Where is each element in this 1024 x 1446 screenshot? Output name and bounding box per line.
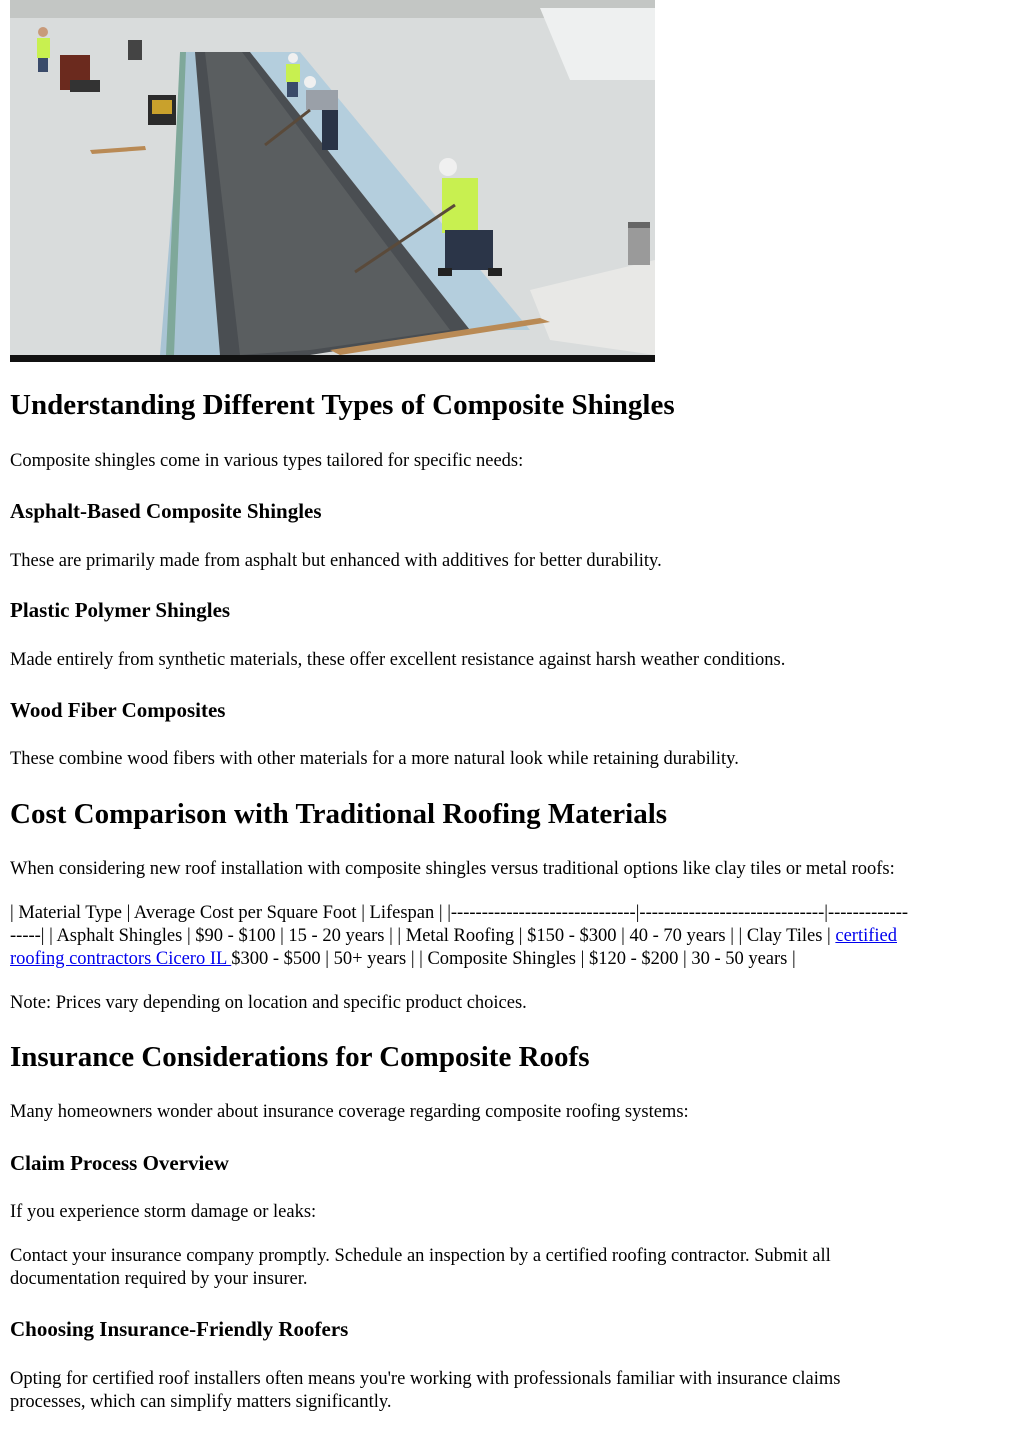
cost-table-line-2 <box>10 925 1010 948</box>
insurance-heading: Insurance Considerations for Composite Roofs <box>10 1041 590 1073</box>
certified-roofing-link-part-1[interactable]: certified <box>835 926 897 946</box>
asphalt-text: These are primarily made from asphalt but enhanced with additives for better durability. <box>10 551 662 571</box>
cost-heading: Cost Comparison with Traditional Roofing Materials <box>10 798 668 830</box>
claim-heading: Claim Process Overview <box>10 1151 229 1175</box>
cost-table-line-3 <box>10 948 1010 971</box>
hero-photo <box>10 0 655 362</box>
claim-steps-line-1: Contact your insurance company promptly. Schedule an inspection by a certified roofing contractor. Submit all <box>10 1246 831 1266</box>
cost-table-text-3: $300 - $500 | 50+ years | | Composite Shingles | $120 - $200 | 30 - 50 years | <box>231 949 796 969</box>
note-text: Note: Prices vary depending on location and specific product choices. <box>10 993 527 1013</box>
rooftop-workers-photo-icon <box>10 0 655 362</box>
cost-table-line-1: | Material Type | Average Cost per Square Foot | Lifespan | |------------------------------|------------------------------|------------- <box>10 903 909 923</box>
certified-roofing-link-part-2[interactable]: roofing contractors Cicero IL <box>10 949 232 969</box>
insurance-intro: Many homeowners wonder about insurance coverage regarding composite roofing systems: <box>10 1102 689 1122</box>
cost-intro: When considering new roof installation with composite shingles versus traditional options like clay tiles or metal roofs: <box>10 859 895 879</box>
roofers-heading: Choosing Insurance-Friendly Roofers <box>10 1317 349 1341</box>
roofers-text-line-2: processes, which can simplify matters significantly. <box>10 1392 392 1412</box>
claim-steps-line-2: documentation required by your insurer. <box>10 1269 308 1289</box>
plastic-heading: Plastic Polymer Shingles <box>10 598 231 622</box>
types-intro: Composite shingles come in various types tailored for specific needs: <box>10 451 524 471</box>
claim-text: If you experience storm damage or leaks: <box>10 1202 317 1222</box>
types-heading: Understanding Different Types of Composite Shingles <box>10 389 675 421</box>
wood-text: These combine wood fibers with other materials for a more natural look while retaining durability. <box>10 749 739 769</box>
wood-heading: Wood Fiber Composites <box>10 698 226 722</box>
plastic-text: Made entirely from synthetic materials, these offer excellent resistance against harsh weather conditions. <box>10 650 786 670</box>
roofers-text-line-1: Opting for certified roof installers often means you're working with professionals familiar with insurance claims <box>10 1369 841 1389</box>
cost-table-text-2: -----| | Asphalt Shingles | $90 - $100 | 15 - 20 years | | Metal Roofing | $150 - $300 | 40 - 70 years | | Clay Tiles | <box>10 926 836 946</box>
asphalt-heading: Asphalt-Based Composite Shingles <box>10 499 322 523</box>
